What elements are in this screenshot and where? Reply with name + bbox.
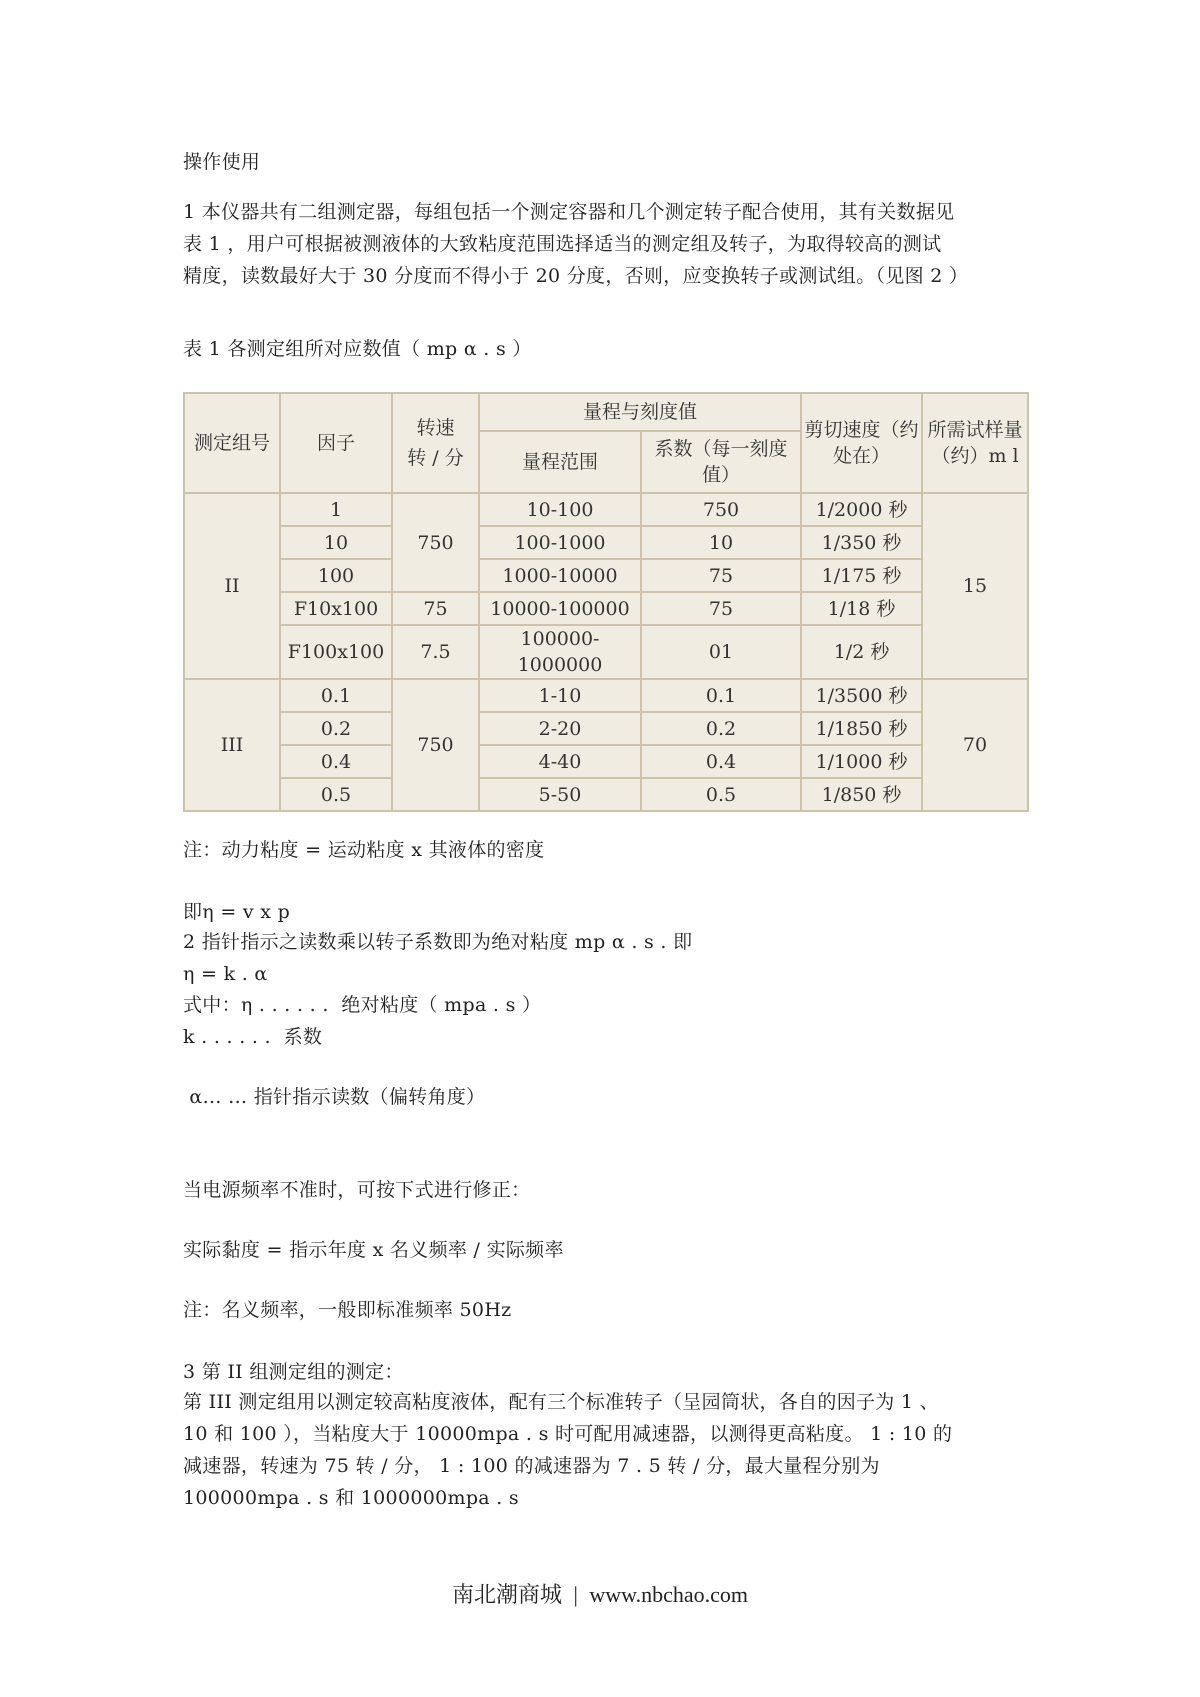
footer-brand: 南北潮商城 (451, 1582, 562, 1607)
intro-line: 1 本仪器共有二组测定器，每组包括一个测定容器和几个测定转子配合使用，其有关数据见 (183, 201, 955, 223)
shear-cell: 1/350 秒 (801, 526, 922, 559)
header-coef: 系数（每一刻度值） (641, 431, 801, 493)
factor-cell: 1 (280, 493, 392, 526)
coef-cell: 75 (641, 559, 801, 592)
item-3-paragraph (183, 1386, 1033, 1514)
item-3-title: 3 第 II 组测定组的测定： (183, 1361, 404, 1383)
coef-cell: 01 (641, 625, 801, 679)
table-row (184, 778, 1028, 811)
header-group: 测定组号 (184, 393, 280, 493)
item-2-text: 2 指针指示之读数乘以转子系数即为绝对粘度 mp α . s . 即 (183, 931, 693, 953)
coef-cell: 0.5 (641, 778, 801, 811)
header-range: 量程范围 (479, 431, 641, 493)
definition-alpha: α… … 指针指示读数（偏转角度） (183, 1086, 486, 1108)
coef-cell: 0.2 (641, 712, 801, 745)
factor-cell: F10x100 (280, 592, 392, 625)
factor-cell: 100 (280, 559, 392, 592)
item-3-line: 10 和 100 ），当粘度大于 10000mpa . s 时可配用减速器，以测得更高粘度。 1 : 10 的 (183, 1423, 953, 1445)
intro-line: 精度，读数最好大于 30 分度而不得小于 20 分度，否则，应变换转子或测试组。（见图 2 ） (183, 265, 969, 287)
shear-cell: 1/18 秒 (801, 592, 922, 625)
frequency-formula: 实际黏度 = 指示年度 x 名义频率 / 实际频率 (183, 1239, 564, 1261)
sample-cell: 15 (922, 493, 1028, 679)
definition-eta: 式中：η . . . . . . 绝对粘度（ mpa . s ） (183, 994, 542, 1016)
header-factor: 因子 (280, 393, 392, 493)
section-heading: 操作使用 (183, 151, 261, 173)
range-cell: 4-40 (479, 745, 641, 778)
factor-cell: 0.2 (280, 712, 392, 745)
table-row (184, 592, 1028, 625)
header-sample: 所需试样量（约）m l (922, 393, 1028, 493)
group-id-cell: III (184, 679, 280, 811)
coef-cell: 10 (641, 526, 801, 559)
shear-cell: 1/850 秒 (801, 778, 922, 811)
speed-cell: 750 (392, 679, 479, 811)
table-row (184, 745, 1028, 778)
header-speed: 转速 转 / 分 (392, 393, 479, 493)
range-cell: 2-20 (479, 712, 641, 745)
page-footer (0, 1578, 1200, 1609)
coef-cell: 75 (641, 592, 801, 625)
speed-cell: 750 (392, 493, 479, 592)
table-row (184, 625, 1028, 679)
footer-separator: | (573, 1582, 578, 1607)
range-cell: 1000-10000 (479, 559, 641, 592)
table-row (184, 679, 1028, 712)
item-3-line: 减速器，转速为 75 转 / 分， 1 : 100 的减速器为 7 . 5 转 / 分，最大量程分别为 (183, 1455, 880, 1477)
table-row (184, 559, 1028, 592)
shear-cell: 1/175 秒 (801, 559, 922, 592)
range-cell: 10-100 (479, 493, 641, 526)
item-3-line: 第 III 测定组用以测定较高粘度液体，配有三个标准转子（呈园筒状，各自的因子为 1 、 (183, 1391, 939, 1413)
coef-cell: 0.4 (641, 745, 801, 778)
range-cell: 5-50 (479, 778, 641, 811)
factor-cell: F100x100 (280, 625, 392, 679)
header-range-group: 量程与刻度值 (479, 393, 801, 431)
range-cell: 1-10 (479, 679, 641, 712)
table-caption: 表 1 各测定组所对应数值（ mp α . s ） (183, 338, 532, 360)
intro-line: 表 1 ，用户可根据被测液体的大致粘度范围选择适当的测定组及转子，为取得较高的测试 (183, 233, 942, 255)
definition-k: k . . . . . . 系数 (183, 1026, 323, 1048)
table-row (184, 493, 1028, 526)
speed-cell: 75 (392, 592, 479, 625)
shear-cell: 1/2000 秒 (801, 493, 922, 526)
shear-cell: 1/1000 秒 (801, 745, 922, 778)
group-id-cell: II (184, 493, 280, 679)
formula-eta-vp: 即η = v x p (183, 901, 291, 923)
formula-eta-ka: η = k . α (183, 963, 268, 985)
coef-cell: 0.1 (641, 679, 801, 712)
range-cell: 10000-100000 (479, 592, 641, 625)
intro-paragraph (183, 196, 1033, 292)
range-cell: 100000-1000000 (479, 625, 641, 679)
shear-cell: 1/2 秒 (801, 625, 922, 679)
item-3-line: 100000mpa . s 和 1000000mpa . s (183, 1487, 519, 1509)
sample-cell: 70 (922, 679, 1028, 811)
speed-cell: 7.5 (392, 625, 479, 679)
table-row (184, 526, 1028, 559)
shear-cell: 1/3500 秒 (801, 679, 922, 712)
factor-cell: 10 (280, 526, 392, 559)
shear-cell: 1/1850 秒 (801, 712, 922, 745)
table-row (184, 712, 1028, 745)
parameter-table (183, 392, 1029, 812)
frequency-intro: 当电源频率不准时，可按下式进行修正： (183, 1179, 531, 1201)
coef-cell: 750 (641, 493, 801, 526)
factor-cell: 0.4 (280, 745, 392, 778)
header-shear: 剪切速度（约处在） (801, 393, 922, 493)
factor-cell: 0.5 (280, 778, 392, 811)
range-cell: 100-1000 (479, 526, 641, 559)
frequency-note: 注：名义频率，一般即标准频率 50Hz (183, 1299, 512, 1321)
note-dynamic-viscosity: 注：动力粘度 = 运动粘度 x 其液体的密度 (183, 839, 545, 861)
footer-url[interactable]: www.nbchao.com (589, 1582, 749, 1607)
factor-cell: 0.1 (280, 679, 392, 712)
